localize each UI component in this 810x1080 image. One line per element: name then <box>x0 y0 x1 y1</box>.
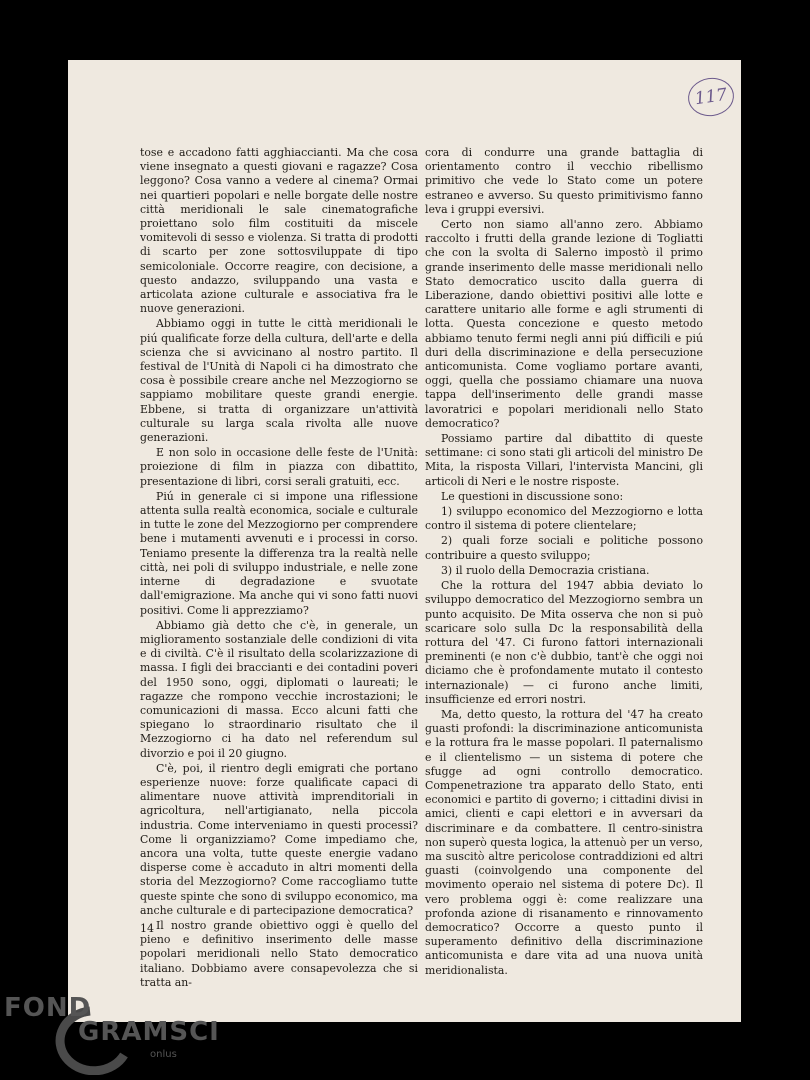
page-number: 14 <box>140 922 154 935</box>
watermark-word: GRAMSCI <box>78 1017 220 1047</box>
paragraph: Possiamo partire dal dibattito di queste settimane: ci sono stati gli articoli del ministro De Mita, la risposta Villari, l'intervista Mancini, gli articoli di Neri e le nostre risposte. <box>425 432 703 488</box>
paragraph: Il nostro grande obiettivo oggi è quello del pieno e definitivo inserimento delle masse popolari meridionali nello Stato democratico italiano. Dobbiamo avere consapevolezza che si tratta an- <box>140 918 418 989</box>
paragraph: tose e accadono fatti agghiaccianti. Ma che cosa viene insegnato a questi giovani e ragazze? Cosa leggono? Cosa vanno a vedere al cinema? Ormai nei quartieri popolari e nelle borgate delle nostre città meridionali le sale cinematografiche proiettano solo film costituiti da miscele vomitevoli di sesso e violenza. Si tratta di prodotti di scarto per zone sottosviluppate di tipo semicoloniale. Occorre reagire, con decisione, a questo andazzo, sviluppando una vasta e articolata azione culturale e associativa fra le nuove generazioni. <box>140 146 418 316</box>
paragraph: Abbiamo oggi in tutte le città meridionali le piú qualificate forze della cultura, dell'arte e della scienza che si avvicinano al nostro partito. Il festival de l'Unità di Napoli ci ha dimostrato che cosa è possibile creare anche nel Mezzogiorno se sappiamo mobilitare queste grandi energie. Ebbene, si tratta di organizzare un'attività culturale su larga scala rivolta alle nuove generazioni. <box>140 317 418 445</box>
paragraph: E non solo in occasione delle feste de l'Unità: proiezione di film in piazza con dibattito, presentazione di libri, corsi serali gratuiti, ecc. <box>140 446 418 488</box>
paragraph: Che la rottura del 1947 abbia deviato lo sviluppo democratico del Mezzogiorno sembra un punto acquisito. De Mita osserva che non si può scaricare solo sulla Dc la responsabilità della rottura del '47. Ci furono fattori internazionali preminenti (e non c'è dubbio, tant'è che oggi noi diciamo che è profondamente mutato il contesto internazionale) — ci furono anche limiti, insufficienze ed errori nostri. <box>425 579 703 706</box>
paragraph: C'è, poi, il rientro degli emigrati che portano esperienze nuove: forze qualificate capaci di alimentare nuove attività imprenditoriali in agricoltura, nell'artigianato, nella piccola industria. Come interveniamo in questi processi? Come li organizziamo? Come impediamo che, ancora una volta, tutte queste energie vadano disperse come è accaduto in altri momenti della storia del Mezzogiorno? Come raccogliamo tutte queste spinte che sono di sviluppo economico, ma anche culturale e di partecipazione democratica? <box>140 761 418 917</box>
paragraph: Le questioni in discussione sono: <box>441 489 624 503</box>
list-item: 3) il ruolo della Democrazia cristiana. <box>441 563 650 577</box>
archive-page-stamp: 117 <box>686 75 737 119</box>
right-text-column <box>425 146 703 979</box>
list-item: 2) quali forze sociali e politiche possono contribuire a questo sviluppo; <box>425 534 703 562</box>
document-page <box>68 60 741 1022</box>
fondazione-gramsci-watermark <box>0 985 240 1080</box>
paragraph: Certo non siamo all'anno zero. Abbiamo raccolto i frutti della grande lezione di Togliatti che con la svolta di Salerno impostò il primo grande inserimento delle masse meridionali nello Stato democratico uscito dalla guerra di Liberazione, dando obiettivi positivi alle lotte e carattere unitario alle forme e agli strumenti di lotta. Questa concezione e questo metodo abbiamo tenuto fermi negli anni piú difficili e piú duri della discriminazione e della persecuzione anticomunista. Come vogliamo portare avanti, oggi, quella che possiamo chiamare una nuova tappa dell'inserimento delle grandi masse lavoratrici e popolari meridionali nello Stato democratico? <box>425 218 703 430</box>
paragraph: cora di condurre una grande battaglia di orientamento contro il vecchio ribellismo primitivo che vede lo Stato come un potere estraneo e avverso. Su questo primitivismo fanno leva i gruppi eversivi. <box>425 146 703 216</box>
list-item: 1) sviluppo economico del Mezzogiorno e lotta contro il sistema di potere clientelare; <box>425 505 703 533</box>
paragraph: Ma, detto questo, la rottura del '47 ha creato guasti profondi: la discriminazione anticomunista e la rottura fra le masse popolari. Il paternalismo e il clientelismo — un sistema di potere che sfugge ad ogni controllo democratico. Compenetrazione tra apparato dello Stato, enti economici e partito di governo; i cittadini divisi in amici, clienti e capi elettori e in avversari da discriminare e da combattere. Il centro-sinistra non superò questa logica, la attenuò per un verso, ma suscitò altre pericolose contraddizioni ed altri guasti (coinvolgendo una componente del movimento operaio nel sistema di potere Dc). Il vero problema oggi è: come realizzare una profonda azione di risanamento e rinnovamento democratico? Occorre a questo punto il superamento definitivo della discriminazione anticomunista e dare vita ad una nuova unità meridionalista. <box>425 707 703 977</box>
paragraph: Piú in generale ci si impone una riflessione attenta sulla realtà economica, sociale e culturale in tutte le zone del Mezzogiorno per comprendere bene i mutamenti avvenuti e i processi in corso. Teniamo presente la differenza tra la realtà nelle città, nei poli di sviluppo industriale, e nelle zone interne di degradazione e svuotate dall'emigrazione. Ma anche qui vi sono fatti nuovi positivi. Come li apprezziamo? <box>140 489 418 617</box>
left-text-column <box>140 146 418 991</box>
watermark-word: FOND <box>4 993 92 1023</box>
paragraph: Abbiamo già detto che c'è, in generale, un miglioramento sostanziale delle condizioni di vita e di civiltà. C'è il risultato della scolarizzazione di massa. I figli dei braccianti e dei contadini poveri del 1950 sono, oggi, diplomati o laureati; le ragazze che rompono vecchie incrostazioni; le comunicazioni di massa. Ecco alcuni fatti che spiegano lo straordinario risultato che il Mezzogiorno ci ha dato nel referendum sul divorzio e poi il 20 giugno. <box>140 618 418 760</box>
watermark-word: onlus <box>150 1049 177 1060</box>
